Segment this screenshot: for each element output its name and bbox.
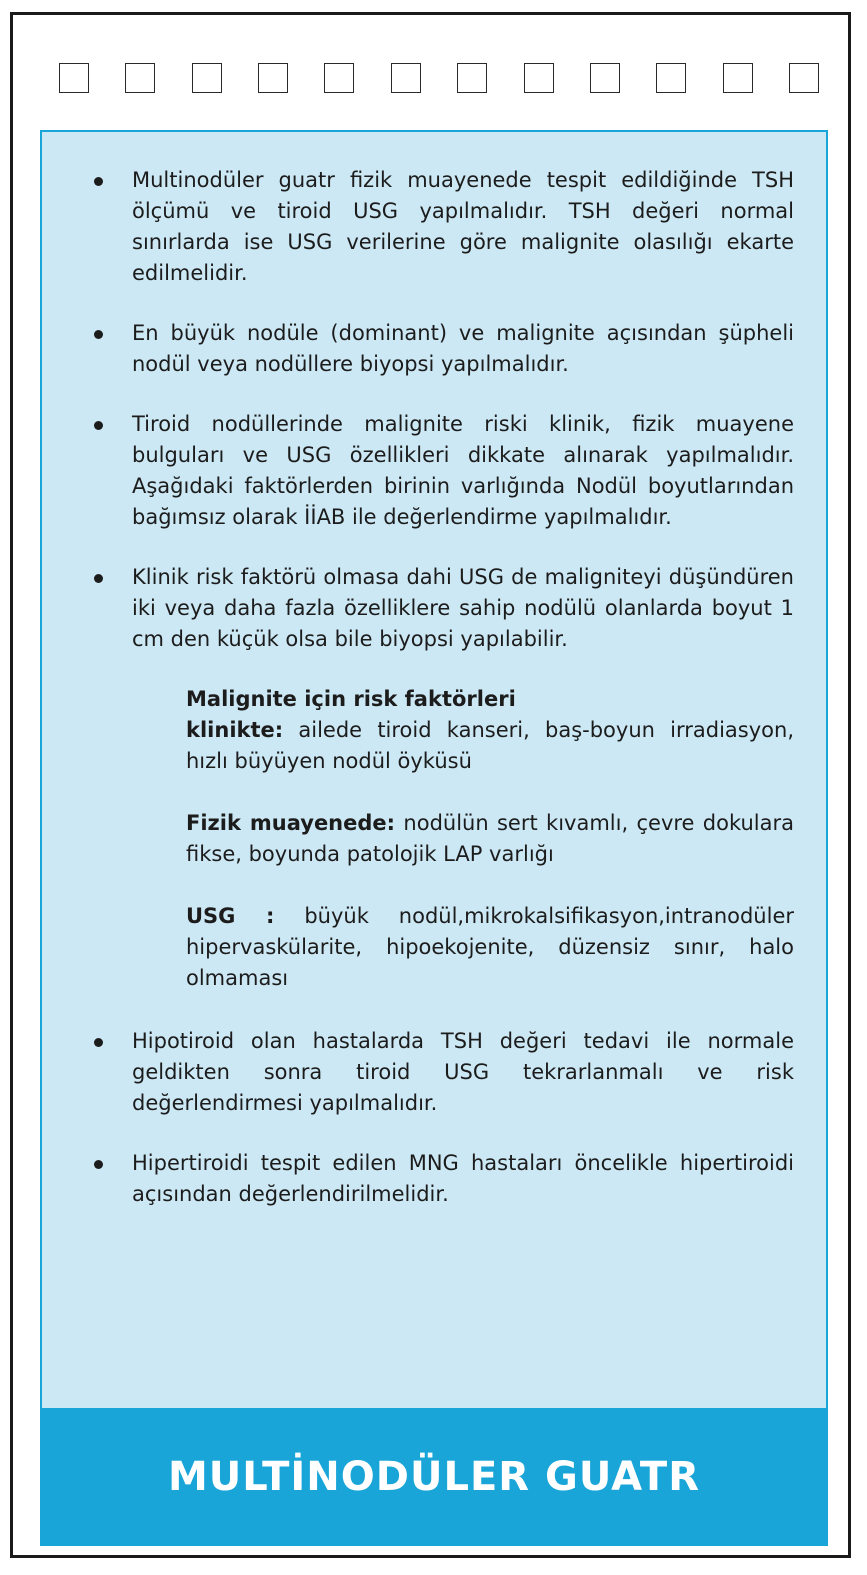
checkbox[interactable] bbox=[125, 63, 155, 93]
bullet-text: En büyük nodüle (dominant) ve malignite açısından şüpheli nodül veya nodüllere biyopsi yapılmalıdır. bbox=[132, 321, 794, 376]
bullet-text: Multinodüler guatr fizik muayenede tespit edildiğinde TSH ölçümü ve tiroid USG yapılmalıdır. TSH değeri normal sınırlarda ise USG verilerine göre malignite olasılığı ekarte edilmelidir. bbox=[132, 168, 794, 285]
bullet-item bbox=[94, 1026, 794, 1119]
checkbox[interactable] bbox=[789, 63, 819, 93]
physical-label: Fizik muayenede: bbox=[186, 811, 396, 835]
bullet-text: Klinik risk faktörü olmasa dahi USG de maligniteyi düşündüren iki veya daha fazla özelliklere sahip nodülü olanlarda boyut 1 cm den küçük olsa bile biyopsi yapılabilir. bbox=[132, 565, 794, 651]
card bbox=[10, 12, 851, 1558]
title-bar bbox=[40, 1408, 828, 1546]
bullet-text: Tiroid nodüllerinde malignite riski klinik, fizik muayene bulguları ve USG özellikleri dikkate alınarak yapılmalıdır. Aşağıdaki faktörlerden birinin varlığında Nodül boyutlarından bağımsız olarak İİAB ile değerlendirme yapılmalıdır. bbox=[132, 412, 794, 529]
page-title: MULTİNODÜLER GUATR bbox=[167, 1454, 701, 1500]
bullet-dot-icon bbox=[94, 1160, 103, 1169]
bullet-dot-icon bbox=[94, 574, 103, 583]
checkbox[interactable] bbox=[457, 63, 487, 93]
risk-clinical bbox=[186, 684, 794, 777]
physical-text: nodülün sert kıvamlı, çevre dokulara fikse, boyunda patolojik LAP varlığı bbox=[186, 811, 794, 866]
bullet-dot-icon bbox=[94, 177, 103, 186]
content-panel bbox=[40, 130, 828, 1410]
bullet-text: Hipotiroid olan hastalarda TSH değeri tedavi ile normale geldikten sonra tiroid USG tekrarlanmalı ve risk değerlendirmesi yapılmalıdır. bbox=[132, 1029, 794, 1115]
bullet-item bbox=[94, 318, 794, 380]
checkbox[interactable] bbox=[656, 63, 686, 93]
clinical-text: ailede tiroid kanseri, baş-boyun irradiasyon, hızlı büyüyen nodül öyküsü bbox=[186, 718, 794, 773]
checkbox[interactable] bbox=[524, 63, 554, 93]
bullet-item bbox=[94, 165, 794, 289]
checkbox[interactable] bbox=[324, 63, 354, 93]
bullet-dot-icon bbox=[94, 1038, 103, 1047]
checkbox[interactable] bbox=[391, 63, 421, 93]
bullet-item bbox=[94, 409, 794, 533]
checkbox[interactable] bbox=[590, 63, 620, 93]
checkbox[interactable] bbox=[59, 63, 89, 93]
bullet-item bbox=[94, 1148, 794, 1210]
risk-physical bbox=[186, 808, 794, 870]
bullet-dot-icon bbox=[94, 330, 103, 339]
usg-text: büyük nodül,mikrokalsifikasyon,intranodüler hipervaskülarite, hipoekojenite, düzensiz sınır, halo olmaması bbox=[186, 904, 795, 990]
bullet-item bbox=[94, 562, 794, 655]
checkbox[interactable] bbox=[258, 63, 288, 93]
risk-heading: Malignite için risk faktörleri bbox=[186, 687, 516, 711]
bullet-text: Hipertiroidi tespit edilen MNG hastaları öncelikle hipertiroidi açısından değerlendirilmelidir. bbox=[132, 1151, 794, 1206]
bullet-dot-icon bbox=[94, 421, 103, 430]
usg-label: USG : bbox=[186, 904, 275, 928]
checkbox[interactable] bbox=[192, 63, 222, 93]
risk-usg bbox=[186, 901, 794, 994]
clinical-label: klinikte: bbox=[186, 718, 284, 742]
checkbox[interactable] bbox=[723, 63, 753, 93]
risk-factors-block bbox=[186, 684, 794, 994]
checkbox-row bbox=[59, 63, 819, 97]
bullet-list bbox=[94, 165, 794, 1239]
